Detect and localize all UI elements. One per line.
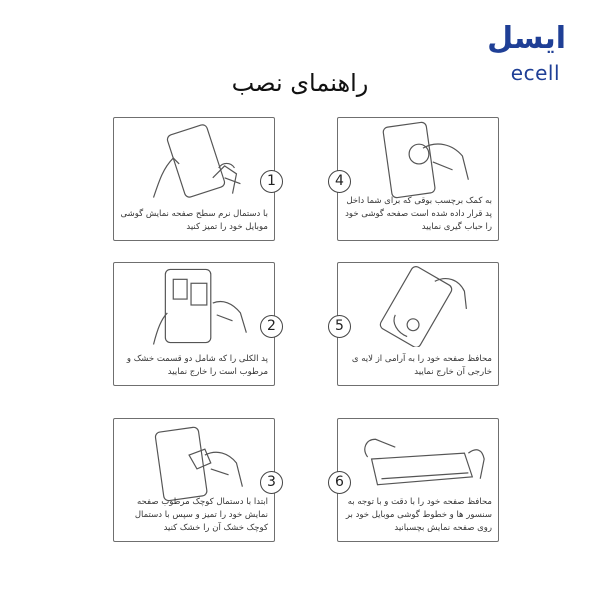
peeling-film-illustration (338, 263, 498, 347)
step-number-3: 3 (260, 471, 283, 494)
step-text: پد الکلی را که شامل دو قسمت خشک و مرطوب است را خارج نمایید (126, 354, 268, 377)
cleaning-screen-illustration (114, 419, 274, 503)
alcohol-pad-illustration (114, 263, 274, 347)
step-card-5 (337, 262, 499, 386)
brand-name-en: ecell (510, 61, 560, 85)
dust-sticker-illustration (338, 118, 498, 202)
step-text: محافظ صفحه خود را با دقت و با توجه به سنسور ها و خطوط گوشی موبایل خود بر روی صفحه نمایش بچسبانید (345, 497, 492, 533)
step-number-6: 6 (328, 471, 351, 494)
step-number-2: 2 (260, 315, 283, 338)
step-number-4: 4 (328, 170, 351, 193)
step-text: به کمک برچسب بوقی که برای شما داخل پد قرار داده شده است صفحه گوشی خود را حباب گیری نمایید (345, 196, 492, 232)
page-title: راهنمای نصب (231, 69, 369, 97)
applying-protector-illustration (338, 419, 498, 503)
step-card-6 (337, 418, 499, 542)
step-card-1 (113, 117, 275, 241)
step-card-3 (113, 418, 275, 542)
step-text: با دستمال نرم سطح صفحه نمایش گوشی موبایل خود را تمیز کنید (120, 209, 268, 232)
step-text: ابتدا با دستمال کوچک مرطوب صفحه نمایش خود را تمیز و سپس با دستمال کوچک خشک آن را خشک کنید (134, 497, 268, 533)
step-text: محافظ صفحه خود را به آرامی از لایه ی خارجی آن خارج نمایید (351, 354, 492, 377)
step-number-5: 5 (328, 315, 351, 338)
wiping-screen-illustration (114, 118, 274, 202)
step-card-2 (113, 262, 275, 386)
step-number-1: 1 (260, 170, 283, 193)
brand-name-fa: ایسل (487, 21, 566, 56)
step-card-4 (337, 117, 499, 241)
